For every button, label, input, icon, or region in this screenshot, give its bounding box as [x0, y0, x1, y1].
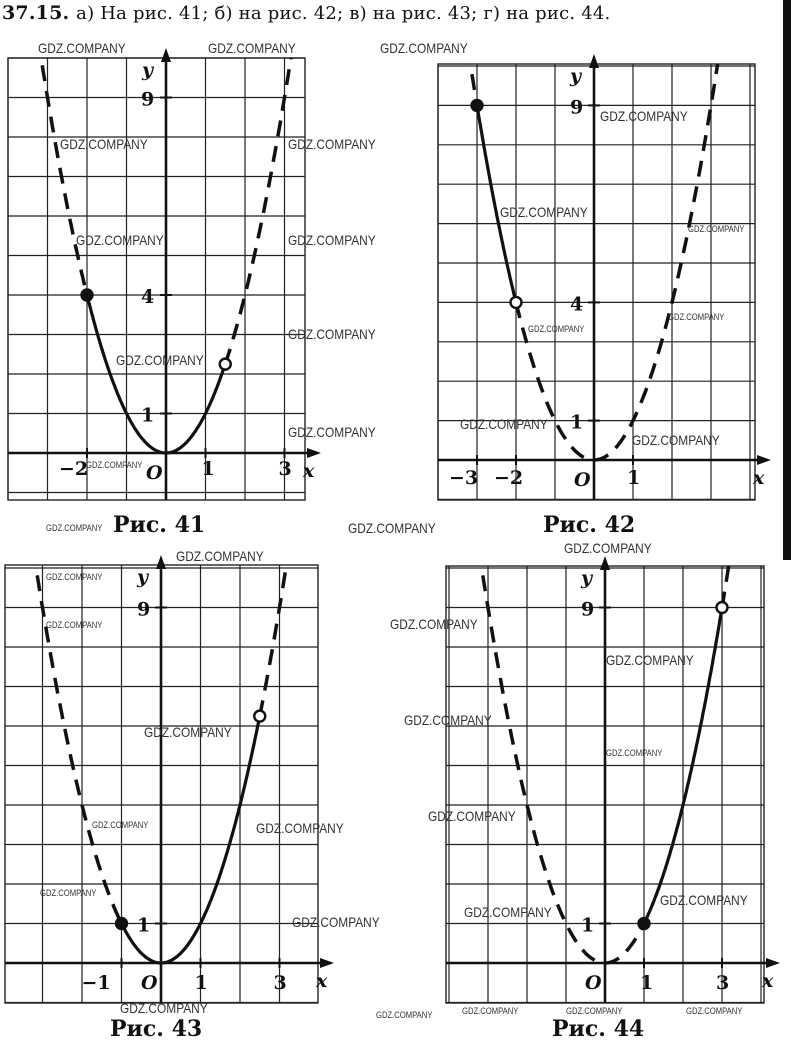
y-tick-label: 1: [570, 411, 584, 434]
y-tick-label: 1: [141, 404, 155, 427]
x-axis-label: x: [303, 460, 315, 482]
caption-fig-42: Рис. 42: [543, 512, 636, 538]
y-tick-label: 9: [137, 598, 151, 621]
watermark: GDZ.COMPANY: [528, 324, 585, 334]
y-tick-label: 4: [141, 286, 155, 308]
y-tick-label: 9: [141, 88, 155, 111]
watermark: GDZ.COMPANY: [288, 424, 376, 440]
open-endpoint: [254, 711, 265, 722]
watermark: GDZ.COMPANY: [40, 888, 97, 898]
watermark: GDZ.COMPANY: [668, 312, 725, 322]
watermark: GDZ.COMPANY: [256, 820, 344, 836]
y-tick-label: 9: [581, 598, 595, 621]
watermark: GDZ.COMPANY: [428, 808, 516, 824]
caption-fig-44: Рис. 44: [552, 1016, 645, 1042]
watermark: GDZ.COMPANY: [686, 1006, 743, 1016]
watermark: GDZ.COMPANY: [144, 724, 232, 740]
y-axis-arrow: [600, 556, 610, 570]
watermark: GDZ.COMPANY: [460, 416, 548, 432]
watermark: GDZ.COMPANY: [292, 914, 380, 930]
watermark: GDZ.COMPANY: [404, 712, 492, 728]
watermark: GDZ.COMPANY: [288, 136, 376, 152]
caption-fig-43: Рис. 43: [110, 1016, 203, 1042]
x-axis-arrow: [757, 455, 771, 465]
filled-endpoint: [472, 100, 483, 111]
x-axis-arrow: [766, 958, 780, 968]
watermark: GDZ.COMPANY: [376, 1010, 433, 1020]
watermark: GDZ.COMPANY: [632, 432, 720, 448]
y-axis-label: y: [142, 59, 154, 81]
caption-fig-41: Рис. 41: [113, 512, 206, 538]
watermark: GDZ.COMPANY: [464, 904, 552, 920]
open-endpoint: [220, 359, 231, 370]
watermark: GDZ.COMPANY: [688, 224, 745, 234]
x-tick-label: 3: [273, 972, 287, 994]
origin-label: O: [574, 469, 591, 491]
x-axis-arrow: [320, 958, 334, 968]
watermark: GDZ.COMPANY: [600, 108, 688, 124]
problem-number: 37.15.: [2, 2, 70, 24]
watermark: GDZ.COMPANY: [288, 232, 376, 248]
watermark: GDZ.COMPANY: [86, 460, 143, 470]
parabola-dashed-right: [722, 266, 769, 607]
watermark: GDZ.COMPANY: [660, 892, 748, 908]
watermark: GDZ.COMPANY: [46, 572, 103, 582]
x-tick-label: 1: [201, 458, 215, 480]
x-tick-label: 1: [194, 972, 208, 994]
x-tick-label: −1: [81, 972, 111, 994]
watermark: GDZ.COMPANY: [92, 820, 149, 830]
watermark: GDZ.COMPANY: [46, 620, 103, 630]
watermark: GDZ.COMPANY: [208, 40, 296, 56]
y-tick-label: 4: [570, 293, 584, 316]
watermark: GDZ.COMPANY: [462, 1006, 519, 1016]
y-tick-label: 1: [581, 914, 595, 937]
problem-text: а) На рис. 41; б) на рис. 42; в) на рис. 43; г) на рис. 44.: [76, 3, 611, 24]
watermark: GDZ.COMPANY: [46, 523, 103, 533]
origin-label: O: [141, 972, 158, 994]
filled-endpoint: [82, 290, 93, 301]
x-axis-arrow: [307, 448, 321, 458]
watermark: GDZ.COMPANY: [500, 204, 588, 220]
watermark: GDZ.COMPANY: [566, 1006, 623, 1016]
watermark: GDZ.COMPANY: [380, 40, 468, 56]
x-axis-label: x: [316, 970, 328, 992]
filled-endpoint: [116, 918, 127, 929]
watermark: GDZ.COMPANY: [76, 232, 164, 248]
origin-label: O: [585, 972, 602, 994]
watermark: GDZ.COMPANY: [120, 1000, 208, 1016]
x-tick-label: −2: [59, 458, 89, 480]
watermark: GDZ.COMPANY: [60, 136, 148, 152]
x-tick-label: 1: [627, 467, 641, 489]
x-tick-label: 3: [278, 458, 292, 480]
watermark: GDZ.COMPANY: [38, 40, 126, 56]
filled-endpoint: [639, 918, 650, 929]
x-tick-label: −3: [449, 467, 479, 489]
y-axis-label: y: [570, 65, 582, 87]
y-axis-arrow: [156, 555, 166, 569]
y-axis-label: y: [137, 566, 149, 588]
y-axis-label: y: [581, 567, 593, 589]
y-tick-label: 1: [137, 914, 151, 937]
watermark: GDZ.COMPANY: [390, 616, 478, 632]
parabola-dashed-left: [441, 266, 644, 963]
origin-label: O: [146, 462, 163, 484]
watermark: GDZ.COMPANY: [348, 520, 436, 536]
x-axis-label: x: [762, 970, 774, 992]
watermark: GDZ.COMPANY: [176, 548, 264, 564]
watermark: GDZ.COMPANY: [606, 652, 694, 668]
watermark: GDZ.COMPANY: [288, 326, 376, 342]
watermark: GDZ.COMPANY: [606, 748, 663, 758]
x-axis-label: x: [753, 467, 765, 489]
watermark: GDZ.COMPANY: [564, 540, 652, 556]
open-endpoint: [511, 297, 522, 308]
watermark: GDZ.COMPANY: [116, 352, 204, 368]
y-axis-arrow: [589, 54, 599, 68]
x-tick-label: −2: [494, 467, 524, 489]
y-tick-label: 9: [570, 96, 584, 119]
open-endpoint: [717, 602, 728, 613]
y-axis-arrow: [161, 48, 171, 62]
x-tick-label: 1: [640, 972, 654, 994]
x-tick-label: 3: [716, 972, 730, 994]
